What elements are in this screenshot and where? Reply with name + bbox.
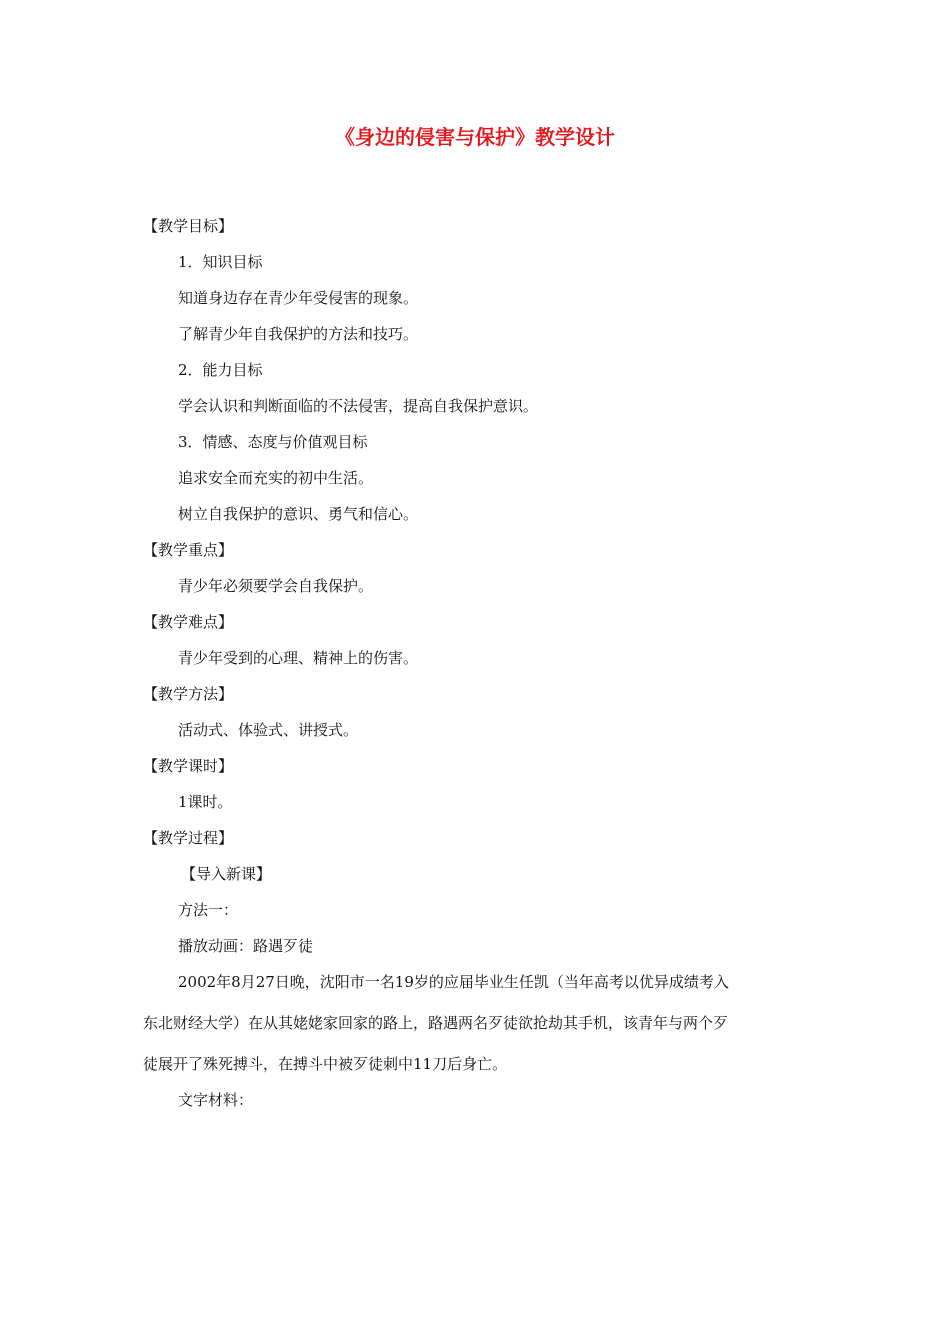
- paragraph-line: 东北财经大学）在从其姥姥家回家的路上，路遇两名歹徒欲抢劫其手机，该青年与两个歹: [143, 1014, 729, 1032]
- paragraph-line: 文字材料：: [178, 1091, 254, 1109]
- paragraph-line: 徒展开了殊死搏斗，在搏斗中被歹徒刺中11刀后身亡。: [143, 1055, 508, 1073]
- paragraph-line: 方法一：: [178, 901, 239, 919]
- subheading-introduction: 【导入新课】: [181, 865, 272, 883]
- paragraph-line: 树立自我保护的意识、勇气和信心。: [178, 505, 419, 523]
- section-heading-objectives: 【教学目标】: [143, 217, 234, 235]
- paragraph-line: 1课时。: [178, 793, 233, 811]
- paragraph-line: 2002年8月27日晚，沈阳市一名19岁的应届毕业生任凯（当年高考以优异成绩考入: [178, 973, 729, 991]
- paragraph-line: 活动式、体验式、讲授式。: [178, 721, 359, 739]
- document-title: 《身边的侵害与保护》教学设计: [335, 125, 615, 149]
- section-heading-process: 【教学过程】: [143, 829, 234, 847]
- paragraph-line: 知道身边存在青少年受侵害的现象。: [178, 289, 419, 307]
- paragraph-line: 青少年受到的心理、精神上的伤害。: [178, 649, 419, 667]
- section-heading-difficulties: 【教学难点】: [143, 613, 234, 631]
- subheading-ability-goal: 2．能力目标: [178, 361, 263, 379]
- section-heading-key-points: 【教学重点】: [143, 541, 234, 559]
- paragraph-line: 了解青少年自我保护的方法和技巧。: [178, 325, 419, 343]
- paragraph-line: 学会认识和判断面临的不法侵害，提高自我保护意识。: [178, 397, 539, 415]
- paragraph-line: 青少年必须要学会自我保护。: [178, 577, 374, 595]
- section-heading-class-hours: 【教学课时】: [143, 757, 234, 775]
- subheading-knowledge-goal: 1．知识目标: [178, 253, 263, 271]
- section-heading-methods: 【教学方法】: [143, 685, 234, 703]
- paragraph-line: 追求安全而充实的初中生活。: [178, 469, 374, 487]
- subheading-emotion-goal: 3．情感、态度与价值观目标: [178, 433, 368, 451]
- paragraph-line: 播放动画：路遇歹徒: [178, 937, 314, 955]
